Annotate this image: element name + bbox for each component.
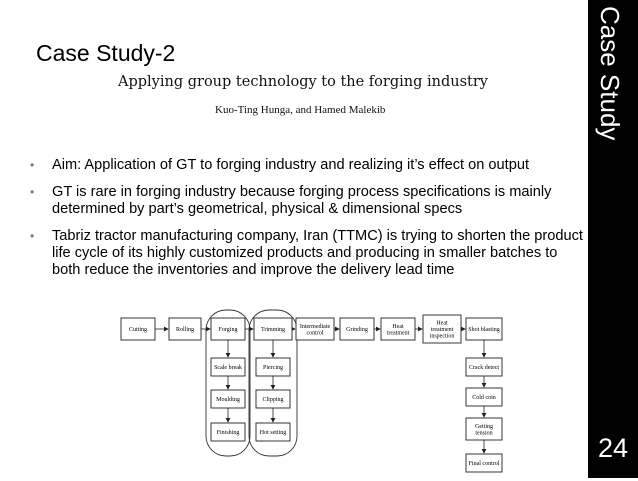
flow-node-label: control [306,330,324,337]
bullet-item [30,184,586,218]
flow-node-label: Cold coin [472,395,496,401]
page-number: 24 [597,433,629,463]
flow-node-hot-setting [256,423,290,441]
flow-node-cutting [121,318,155,340]
side-title-text: Case Study [595,6,625,141]
bullet-icon: • [30,158,35,172]
flow-node-label: Piercing [263,365,283,371]
flow-node-label: inspection [429,333,455,340]
bullet-icon: • [30,185,35,199]
flow-node-label: Intermediate [299,323,331,330]
flow-node-clipping [256,390,290,408]
flow-node-label: Getting [475,423,493,430]
flow-node-label: treatment [386,330,410,337]
flow-node-heat-treatment-inspection [423,315,461,343]
side-title [591,0,635,165]
process-flowchart [112,308,504,481]
flowchart-svg [112,308,504,476]
flow-node-label: Heat [392,323,404,330]
flow-node-label: Grinding [346,327,368,333]
bullet-text: Aim: Application of GT to forging industry and realizing it’s effect on output [52,157,530,173]
flow-node-label: Finishing [216,430,240,436]
flow-node-label: Crack detect [468,365,500,371]
flow-node-label: treatment [430,327,454,333]
flow-node-getting-tension [466,418,502,440]
flow-node-finishing [211,423,245,441]
flow-node-label: Shot blasting [468,327,500,333]
flow-node-label: Moulding [216,397,240,403]
flow-node-label: Clipping [262,397,284,403]
bullet-item [30,228,586,279]
bullet-item [30,157,586,174]
flow-node-grinding [340,318,374,340]
bullet-icon: • [30,229,35,243]
flow-node-moulding [211,390,245,408]
flow-node-intermediate-control [296,318,334,340]
flow-node-piercing [256,358,290,376]
flow-node-forging [211,318,245,340]
bullet-text: GT is rare in forging industry because forging process specifications is mainly determined by part’s geometrical, physical & dimensional specs [52,184,552,217]
flow-node-label: Hot setting [259,430,287,436]
flow-node-label: Forging [218,327,238,333]
flow-node-label: Final control [468,461,500,467]
flow-node-label: tension [475,430,493,437]
flow-node-label: Trimming [260,327,286,333]
flow-node-shot-blasting [466,318,502,340]
flow-node-final-control [466,454,502,472]
bullet-list [30,157,586,289]
slide-title: Case Study-2 [36,40,176,66]
flow-node-trimming [254,318,292,340]
paper-title: Applying group technology to the forging industry [118,74,488,90]
flow-node-cold-coin [466,388,502,406]
bullet-text: Tabriz tractor manufacturing company, Iran (TTMC) is trying to shorten the product life cycle of its highly customized products and producing in smaller batches to both reduce the inventories and improve the delivery lead time [52,228,583,278]
flow-node-scale-break [211,358,245,376]
flow-node-label: Scale break [214,365,242,371]
flow-node-label: Cutting [128,327,148,333]
flow-node-label: Heat [436,320,448,327]
flow-node-heat-treatment [381,318,415,340]
paper-authors: Kuo-Ting Hunga, and Hamed Malekib [215,104,386,116]
flow-node-label: Rolling [175,327,195,333]
flow-node-crack-detect [466,358,502,376]
flow-node-rolling [169,318,201,340]
